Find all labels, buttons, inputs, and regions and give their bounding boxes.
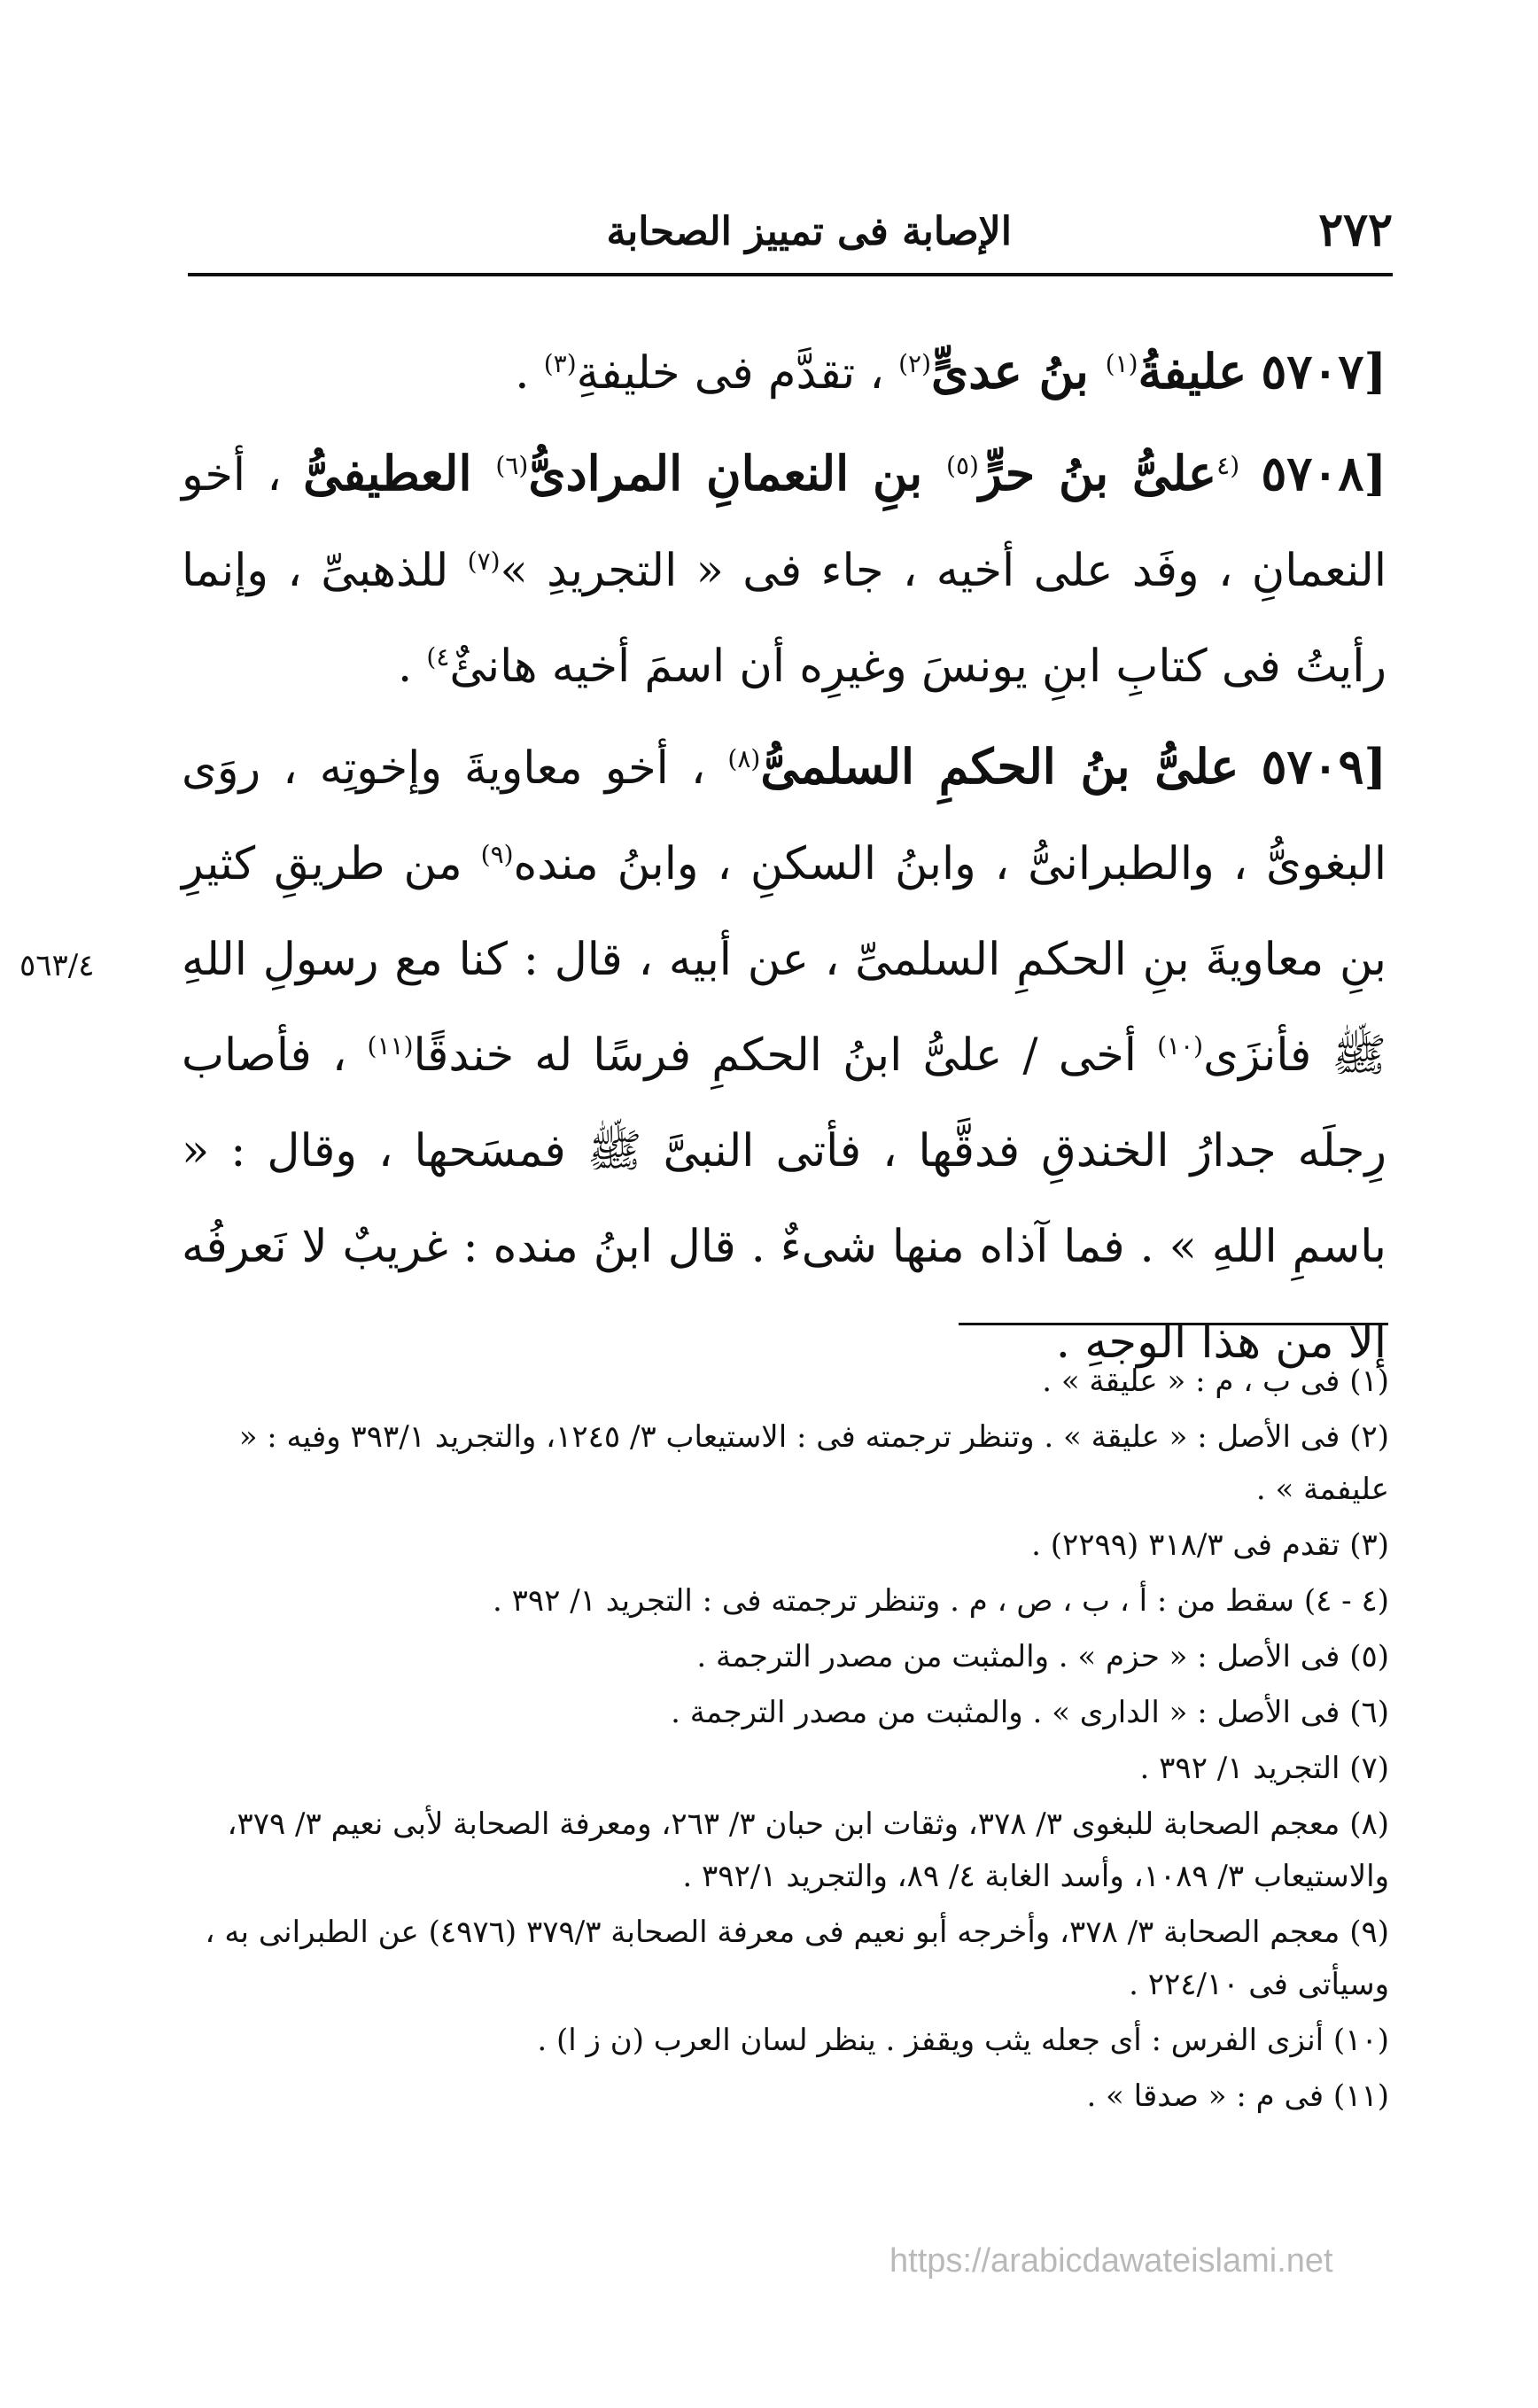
footnote-mark: (١) (1105, 349, 1138, 378)
entry-text: ، فأصاب رِجلَه جدارُ الخندقِ فدقَّها ، فأتى النبىَّ ﷺ فمسَحها ، وقال : « باسمِ اللهِ » . فما آذاه منها شىءٌ . قال ابنُ منده : غريبٌ لا نَعرفُه إلا من هذا الوجهِ . (182, 1029, 1387, 1369)
entry-text: . (397, 641, 427, 693)
entry-number: [٥٧٠٩ (1261, 738, 1387, 795)
margin-reference: ٥٦٣/٤ (19, 948, 95, 983)
footnote: (٨) معجم الصحابة للبغوى ٣/ ٣٧٨، وثقات ابن حبان ٣/ ٢٦٣، ومعرفة الصحابة لأبى نعيم ٣/ ٣٧٩، والاستيعاب ٣/ ١٠٨٩، وأسد الغابة ٤/ ٨٩، والتجريد ٣٩٢/١ . (227, 1806, 1389, 1894)
running-header (188, 202, 1393, 259)
entry-name-part: بنِ النعمانِ المرادىُّ (528, 445, 947, 501)
footnote-mark: (٦) (495, 451, 529, 480)
entry-text: ، تقدَّم فى خليفةِ (576, 347, 899, 400)
entry-name-part: بنُ عدىٍّ (931, 343, 1106, 400)
footnote-mark: (٨) (727, 744, 761, 773)
footnote: (١٠) أنزى الفرس : أى جعله يثب ويقفز . ينظر لسان العرب (ن ز ا) . (537, 2023, 1389, 2058)
entry-text: للذهبىِّ ، وإنما رأيتُ فى كتابِ ابنِ يونسَ وغيرِه أن اسمَ أخيه هانئٌ (182, 545, 1387, 693)
footnote-mark: (١١) (367, 1031, 414, 1060)
entry-5707 (182, 323, 1387, 422)
entry-text: ، أخو النعمانِ ، وفَد على أخيه ، جاء فى « التجريدِ » (182, 449, 1387, 597)
footnote-mark: (٥) (946, 451, 979, 480)
footnote: (٦) فى الأصل : « الدارى » . والمثبت من مصدر الترجمة . (671, 1695, 1389, 1730)
footnote: (٧) التجريد ١/ ٣٩٢ . (1139, 1751, 1389, 1786)
book-title: الإصابة فى تمييز الصحابة (606, 209, 1012, 254)
entry-5709 (182, 719, 1387, 1391)
entry-name-part: العطيفىُّ (303, 445, 496, 501)
footnote: (٣) تقدم فى ٣١٨/٣ (٢٢٩٩) . (1031, 1527, 1389, 1563)
entry-name: عليفةُ (1138, 343, 1247, 400)
footnote: (٩) معجم الصحابة ٣/ ٣٧٨، وأخرجه أبو نعيم فى معرفة الصحابة ٣٧٩/٣ (٤٩٧٦) عن الطبرانى به ، وسيأتى فى ٢٢٤/١٠ . (205, 1915, 1389, 2002)
entry-number: [٥٧٠٨ (1261, 445, 1387, 501)
footnote: (١) فى ب ، م : « عليقة » . (1042, 1363, 1389, 1399)
footnote-mark: (٢) (898, 349, 932, 378)
header-divider (188, 273, 1393, 276)
main-text (182, 323, 1387, 1394)
footnote: (٥) فى الأصل : « حزم » . والمثبت من مصدر الترجمة . (696, 1639, 1389, 1674)
footnote: (٢) فى الأصل : « عليقة » . وتنظر ترجمته فى : الاستيعاب ٣/ ١٢٤٥، والتجريد ٣٩٣/١ وفيه : « عليفمة » . (238, 1419, 1389, 1507)
footnote-mark: ٤) (426, 642, 450, 672)
footnote: (١١) فى م : « صدقا » . (1086, 2078, 1389, 2114)
footnote-mark: (١٠) (1157, 1031, 1204, 1060)
footnote-mark: (٧) (467, 547, 501, 576)
footnote-mark: (٩) (480, 840, 514, 869)
entry-text: أخى / علىُّ ابنُ الحكمِ فرسًا له خندقًا (413, 1029, 1158, 1082)
footnote-mark: (٤ (1216, 451, 1240, 480)
footnote-divider (959, 1323, 1388, 1325)
entry-text: . (515, 347, 544, 400)
footnote-mark: (٣) (543, 349, 577, 378)
entry-5708 (182, 425, 1387, 715)
entry-number: [٥٧٠٧ (1261, 343, 1387, 400)
entry-text: من طريقِ كثيرِ بنِ معاويةَ بنِ الحكمِ السلمىِّ ، عن أبيه ، قال : كنا مع رسولِ اللهِ ﷺ فأنزَى (182, 838, 1387, 1082)
entry-name: علىُّ بنُ الحكمِ السلمىُّ (760, 738, 1239, 795)
page-number: ٢٧٢ (1318, 203, 1393, 257)
entry-name: علىُّ بنُ حرٍّ (978, 445, 1217, 501)
watermark-url: https://arabicdawateislami.net (889, 2242, 1333, 2280)
entry-text: ، أخو معاويةَ وإخوتِه ، روَى البغوىُّ ، والطبرانىُّ ، وابنُ السكنِ ، وابنُ منده (182, 742, 1387, 890)
footnote: (٤ - ٤) سقط من : أ ، ب ، ص ، م . وتنظر ترجمته فى : التجريد ١/ ٣٩٢ . (492, 1583, 1389, 1619)
footnotes (177, 1355, 1389, 2126)
